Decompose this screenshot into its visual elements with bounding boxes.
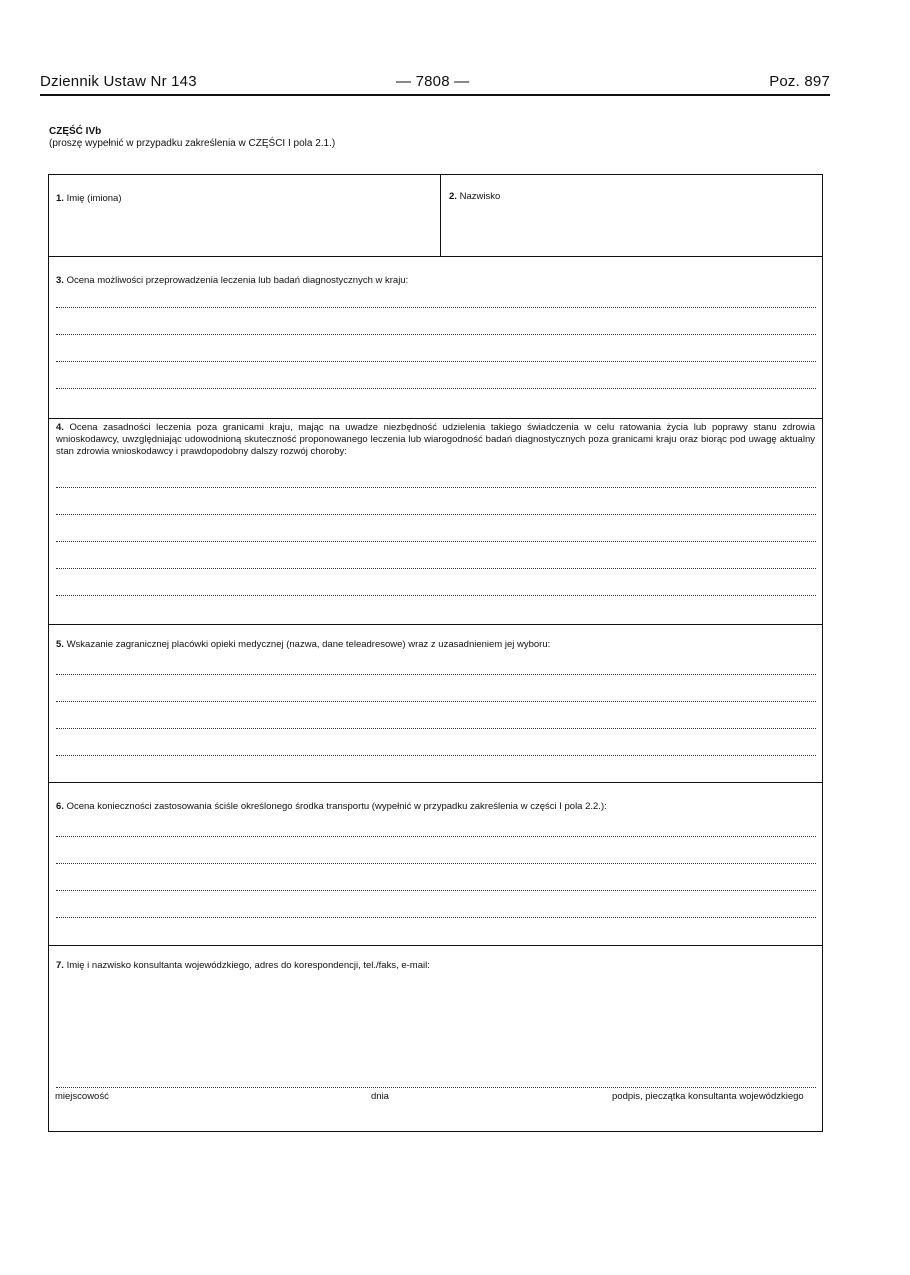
entry-line[interactable] <box>56 674 816 675</box>
part-subtitle: (proszę wypełnić w przypadku zakreślenia w CZĘŚCI I pola 2.1.) <box>49 138 336 149</box>
row-field-6 <box>49 783 822 946</box>
date-label: dnia <box>371 1091 389 1102</box>
entry-line[interactable] <box>56 361 816 362</box>
row-field-7 <box>49 946 822 1131</box>
row-field-4 <box>49 419 822 625</box>
signature-line[interactable] <box>56 1087 816 1088</box>
entry-line[interactable] <box>56 541 816 542</box>
row-name <box>49 175 822 257</box>
entry-line[interactable] <box>56 701 816 702</box>
field-4-label: 4. Ocena zasadności leczenia poza granicami kraju, mając na uwadze niezbędność udzielenia takiego świadczenia w celu ratowania życia lub poprawy stanu zdrowia wnioskodawcy, uwzględniając udowodnioną skuteczność proponowanego leczenia lub wiarogodność badań diagnostycznych poza granicami kraju oraz biorąc pod uwagę aktualny stan zdrowia wnioskodawcy i prawdopodobny dalszy rozwój choroby: <box>56 422 816 457</box>
entry-line[interactable] <box>56 890 816 891</box>
field-7-label: 7. Imię i nazwisko konsultanta wojewódzkiego, adres do korespondencji, tel./faks, e-mail: <box>56 960 430 971</box>
entry-line[interactable] <box>56 728 816 729</box>
field-5-label: 5. Wskazanie zagranicznej placówki opieki medycznej (nazwa, dane teleadresowe) wraz z uzasadnieniem jej wyboru: <box>56 639 551 650</box>
field-3-label: 3. Ocena możliwości przeprowadzenia leczenia lub badań diagnostycznych w kraju: <box>56 275 409 286</box>
signature-label: podpis, pieczątka konsultanta wojewódzkiego <box>612 1091 804 1102</box>
field-surname[interactable]: 2. Nazwisko <box>449 191 501 202</box>
entry-line[interactable] <box>56 388 816 389</box>
field-6-label: 6. Ocena konieczności zastosowania ściśle określonego środka transportu (wypełnić w przypadku zakreślenia w części I pola 2.2.): <box>56 801 607 812</box>
journal-title: Dziennik Ustaw Nr 143 <box>40 73 197 90</box>
part-title: CZĘŚĆ IVb <box>49 126 102 137</box>
entry-line[interactable] <box>56 917 816 918</box>
form-table <box>48 174 823 1132</box>
position-number: Poz. 897 <box>769 73 830 90</box>
entry-line[interactable] <box>56 836 816 837</box>
entry-line[interactable] <box>56 514 816 515</box>
entry-line[interactable] <box>56 487 816 488</box>
row-field-3 <box>49 257 822 419</box>
entry-line[interactable] <box>56 595 816 596</box>
entry-line[interactable] <box>56 863 816 864</box>
entry-line[interactable] <box>56 755 816 756</box>
page-header <box>40 70 830 96</box>
place-label: miejscowość <box>55 1091 109 1102</box>
field-first-name[interactable]: 1. Imię (imiona) <box>56 193 122 204</box>
column-divider <box>440 175 441 257</box>
entry-line[interactable] <box>56 568 816 569</box>
row-field-5 <box>49 625 822 783</box>
entry-line[interactable] <box>56 307 816 308</box>
page-number: — 7808 — <box>396 73 470 90</box>
entry-line[interactable] <box>56 334 816 335</box>
